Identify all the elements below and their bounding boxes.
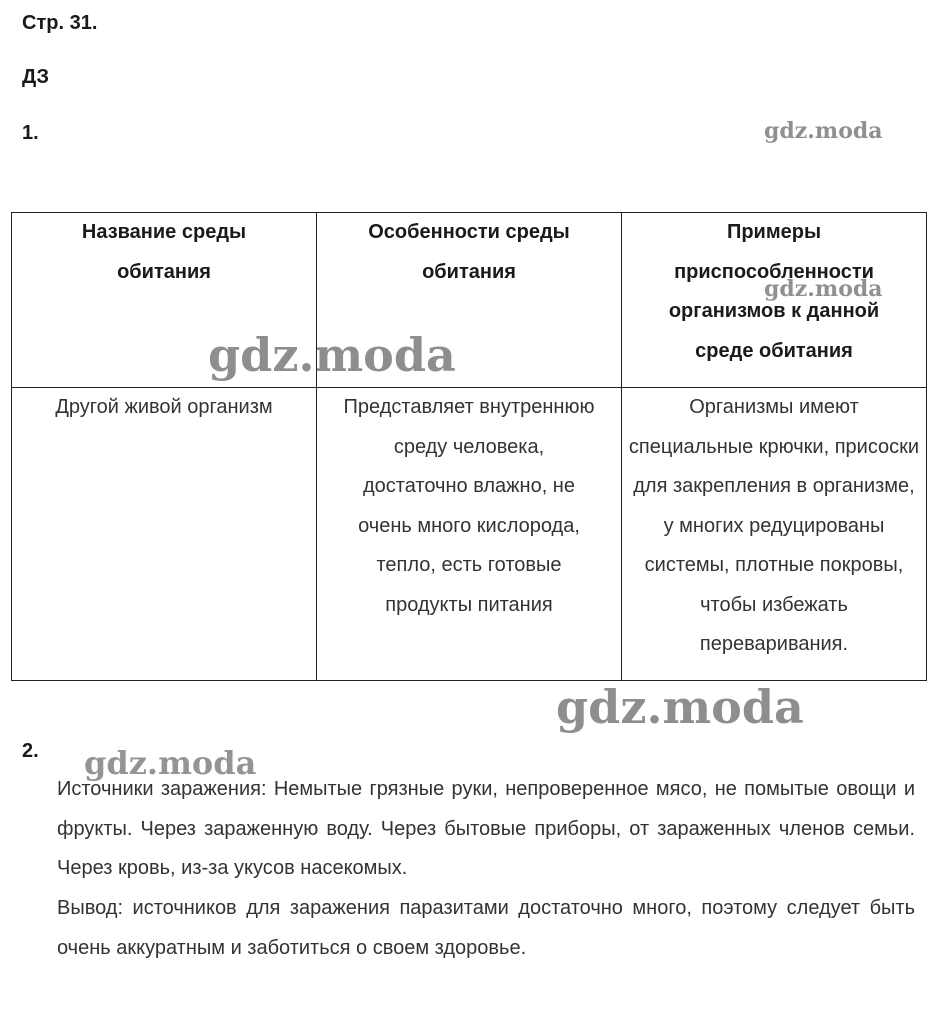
table-row	[12, 388, 927, 681]
header-adaptation-examples: Примеры приспособленности организмов к данной среде обитания	[622, 213, 927, 388]
task-2-label: 2.	[22, 740, 39, 762]
page-reference: Стр. 31.	[22, 12, 98, 34]
conclusion-paragraph: Вывод: источников для заражения паразитами достаточно много, поэтому следует быть очень аккуратным и заботиться о своем здоровье.	[57, 897, 915, 959]
task-1-label: 1.	[22, 122, 39, 144]
cell-adaptation-examples: Организмы имеют специальные крючки, присоски для закрепления в организме, у многих редуцированы системы, плотные покровы, чтобы избежать переваривания.	[622, 388, 927, 681]
habitat-table	[11, 212, 927, 681]
watermark-logo: gdz.moda	[764, 118, 883, 144]
watermark-logo: gdz.moda	[84, 744, 257, 782]
watermark-logo: gdz.moda	[208, 328, 456, 382]
table-header-row	[12, 213, 927, 388]
watermark-logo: gdz.moda	[556, 680, 804, 734]
watermark-logo: gdz.moda	[764, 276, 883, 302]
section-title: ДЗ	[22, 66, 50, 88]
header-habitat-features: Особенности среды обитания	[317, 213, 622, 388]
infection-sources-paragraph: Источники заражения: Немытые грязные руки, непроверенное мясо, не помытые овощи и фрукты. Через зараженную воду. Через бытовые приборы, от зараженных членов семьи. Через кровь, из-за укусов насекомых.	[57, 778, 915, 879]
header-habitat-name: Название среды обитания	[12, 213, 317, 388]
cell-habitat-features: Представляет внутреннюю среду человека, достаточно влажно, не очень много кислорода, тепло, есть готовые продукты питания	[317, 388, 622, 681]
cell-habitat-name: Другой живой организм	[12, 388, 317, 681]
